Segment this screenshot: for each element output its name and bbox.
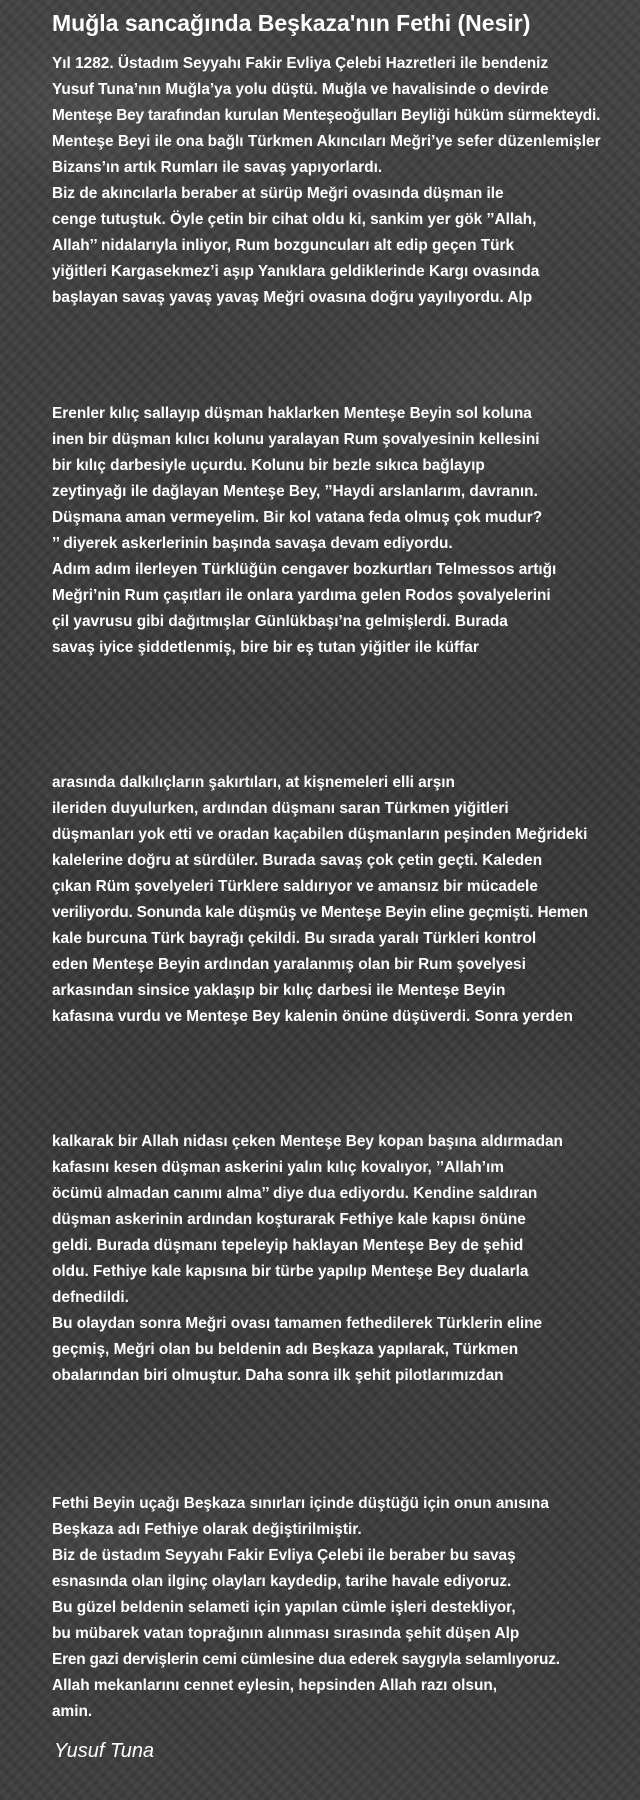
poem-line: ’’ diyerek askerlerinin başında savaşa devam ediyordu. bbox=[52, 535, 453, 552]
poem-line: inen bir düşman kılıcı kolunu yaralayan Rum şovalyesinin kellesini bbox=[52, 431, 540, 448]
poem-line: geçmiş, Meğri olan bu beldenin adı Beşkaza yapılarak, Türkmen bbox=[52, 1341, 519, 1358]
poem-line: çil yavrusu gibi dağıtmışlar Günlükbaşı’na gelmişlerdi. Burada bbox=[52, 613, 508, 630]
poem-line: amin. bbox=[52, 1703, 93, 1720]
poem-line: öcümü almadan canımı alma’’ diye dua ediyordu. Kendine saldıran bbox=[52, 1185, 538, 1202]
poem-line: kalkarak bir Allah nidası çeken Menteşe Bey kopan başına aldırmadan bbox=[52, 1133, 563, 1150]
poem-line: defnedildi. bbox=[52, 1289, 129, 1306]
poem-line: Bu olaydan sonra Meğri ovası tamamen fethedilerek Türklerin eline bbox=[52, 1315, 543, 1332]
poem-line: arasında dalkılıçların şakırtıları, at kişnemeleri elli arşın bbox=[52, 774, 455, 791]
poem-line: savaş iyice şiddetlenmiş, bire bir eş tutan yiğitler ile küffar bbox=[52, 639, 479, 656]
poem-line: Menteşe Bey tarafından kurulan Menteşeoğulları Beyliği hüküm sürmekteydi. bbox=[52, 107, 601, 124]
poem-stanza-5 bbox=[52, 1491, 638, 1725]
poem-line: Allah’’ nidalarıyla inliyor, Rum bozguncuları alt edip geçen Türk bbox=[52, 237, 515, 254]
poem-line: Allah mekanlarını cennet eylesin, hepsinden Allah razı olsun, bbox=[52, 1677, 498, 1694]
poem-line: Yusuf Tuna’nın Muğla’ya yolu düştü. Muğla ve havalisinde o devirde bbox=[52, 81, 549, 98]
poem-line: Erenler kılıç sallayıp düşman haklarken Menteşe Beyin sol koluna bbox=[52, 405, 532, 422]
poem-line: Beşkaza adı Fethiye olarak değiştirilmiştir. bbox=[52, 1521, 362, 1538]
poem-line: Bu güzel beldenin selameti için yapılan cümle işleri destekliyor, bbox=[52, 1599, 516, 1616]
poem-line: Adım adım ilerleyen Türklüğün cengaver bozkurtları Telmessos artığı bbox=[52, 561, 557, 578]
poem-line: yiğitleri Kargasekmez’i aşıp Yanıklara geldiklerinde Kargı ovasında bbox=[52, 263, 540, 280]
poem-line: düşmanları yok etti ve oradan kaçabilen düşmanların peşinden Meğrideki bbox=[52, 826, 588, 843]
poem-line: Fethi Beyin uçağı Beşkaza sınırları içinde düştüğü için onun anısına bbox=[52, 1495, 549, 1512]
poem-line: eden Menteşe Beyin ardından yaralanmış olan bir Rum şovelyesi bbox=[52, 956, 526, 973]
poem-line: düşman askerinin ardından koşturarak Fethiye kale kapısı önüne bbox=[52, 1211, 526, 1228]
poem-line: bu mübarek vatan toprağının alınması sırasında şehit düşen Alp bbox=[52, 1625, 520, 1642]
poem-line: veriliyordu. Sonunda kale düşmüş ve Menteşe Beyin eline geçmişti. Hemen bbox=[52, 904, 588, 921]
poem-line: kafasına vurdu ve Menteşe Bey kalenin önüne düşüverdi. Sonra yerden bbox=[52, 1008, 573, 1025]
poem-line: obalarından biri olmuştur. Daha sonra ilk şehit pilotlarımızdan bbox=[52, 1367, 504, 1384]
poem-line: Meğri’nin Rum çaşıtları ile onlara yardıma gelen Rodos şovalyelerini bbox=[52, 587, 551, 604]
poem-stanza-4 bbox=[52, 1129, 638, 1389]
poem-line: oldu. Fethiye kale kapısına bir türbe yapılıp Menteşe Bey dualarla bbox=[52, 1263, 529, 1280]
poem-line: çıkan Rüm şovelyeleri Türklere saldırıyor ve amansız bir mücadele bbox=[52, 878, 538, 895]
poem-line: bir kılıç darbesiyle uçurdu. Kolunu bir bezle sıkıca bağlayıp bbox=[52, 457, 485, 474]
poem-line: kale burcuna Türk bayrağı çekildi. Bu sırada yaralı Türkleri kontrol bbox=[52, 930, 537, 947]
poem-line: Düşmana aman vermeyelim. Bir kol vatana feda olmuş çok mudur? bbox=[52, 509, 543, 526]
poem-line: Eren gazi dervişlerin cemi cümlesine dua ederek saygıyla selamlıyoruz. bbox=[52, 1651, 560, 1668]
poem-stanza-2 bbox=[52, 401, 638, 661]
poem-line: cenge tutuştuk. Öyle çetin bir cihat oldu ki, sankim yer gök ’’Allah, bbox=[52, 211, 537, 228]
poem-line: kalelerine doğru at sürdüler. Burada savaş çok çetin geçti. Kaleden bbox=[52, 852, 543, 869]
poem-line: geldi. Burada düşmanı tepeleyip haklayan Menteşe Bey de şehid bbox=[52, 1237, 524, 1254]
poem-author: Yusuf Tuna bbox=[54, 1740, 155, 1762]
poem-stanza-3 bbox=[52, 770, 638, 1030]
poem-line: kafasını kesen düşman askerini yalın kılıç kovalıyor, ’’Allah’ım bbox=[52, 1159, 504, 1176]
poem-line: Biz de akıncılarla beraber at sürüp Meğri ovasında düşman ile bbox=[52, 185, 504, 202]
poem-line: Biz de üstadım Seyyahı Fakir Evliya Çelebi ile beraber bu savaş bbox=[52, 1547, 516, 1564]
poem-line: esnasında olan ilginç olayları kaydedip, tarihe havale ediyoruz. bbox=[52, 1573, 512, 1590]
poem-line: arkasından sinsice yaklaşıp bir kılıç darbesi ile Menteşe Beyin bbox=[52, 982, 506, 999]
poem-line: zeytinyağı ile dağlayan Menteşe Bey, ’’Haydi arslanlarım, davranın. bbox=[52, 483, 538, 500]
poem-title: Muğla sancağında Beşkaza'nın Fethi (Nesir) bbox=[52, 10, 531, 36]
poem-line: Bizans’ın artık Rumları ile savaş yapıyorlardı. bbox=[52, 159, 383, 176]
poem-line: ileriden duyulurken, ardından düşmanı saran Türkmen yiğitleri bbox=[52, 800, 509, 817]
poem-line: Menteşe Beyi ile ona bağlı Türkmen Akıncıları Meğri’ye sefer düzenlemişler bbox=[52, 133, 601, 150]
poem-stanza-1 bbox=[52, 51, 638, 311]
poem-line: başlayan savaş yavaş yavaş Meğri ovasına doğru yayılıyordu. Alp bbox=[52, 289, 533, 306]
poem-line: Yıl 1282. Üstadım Seyyahı Fakir Evliya Çelebi Hazretleri ile bendeniz bbox=[52, 55, 549, 72]
